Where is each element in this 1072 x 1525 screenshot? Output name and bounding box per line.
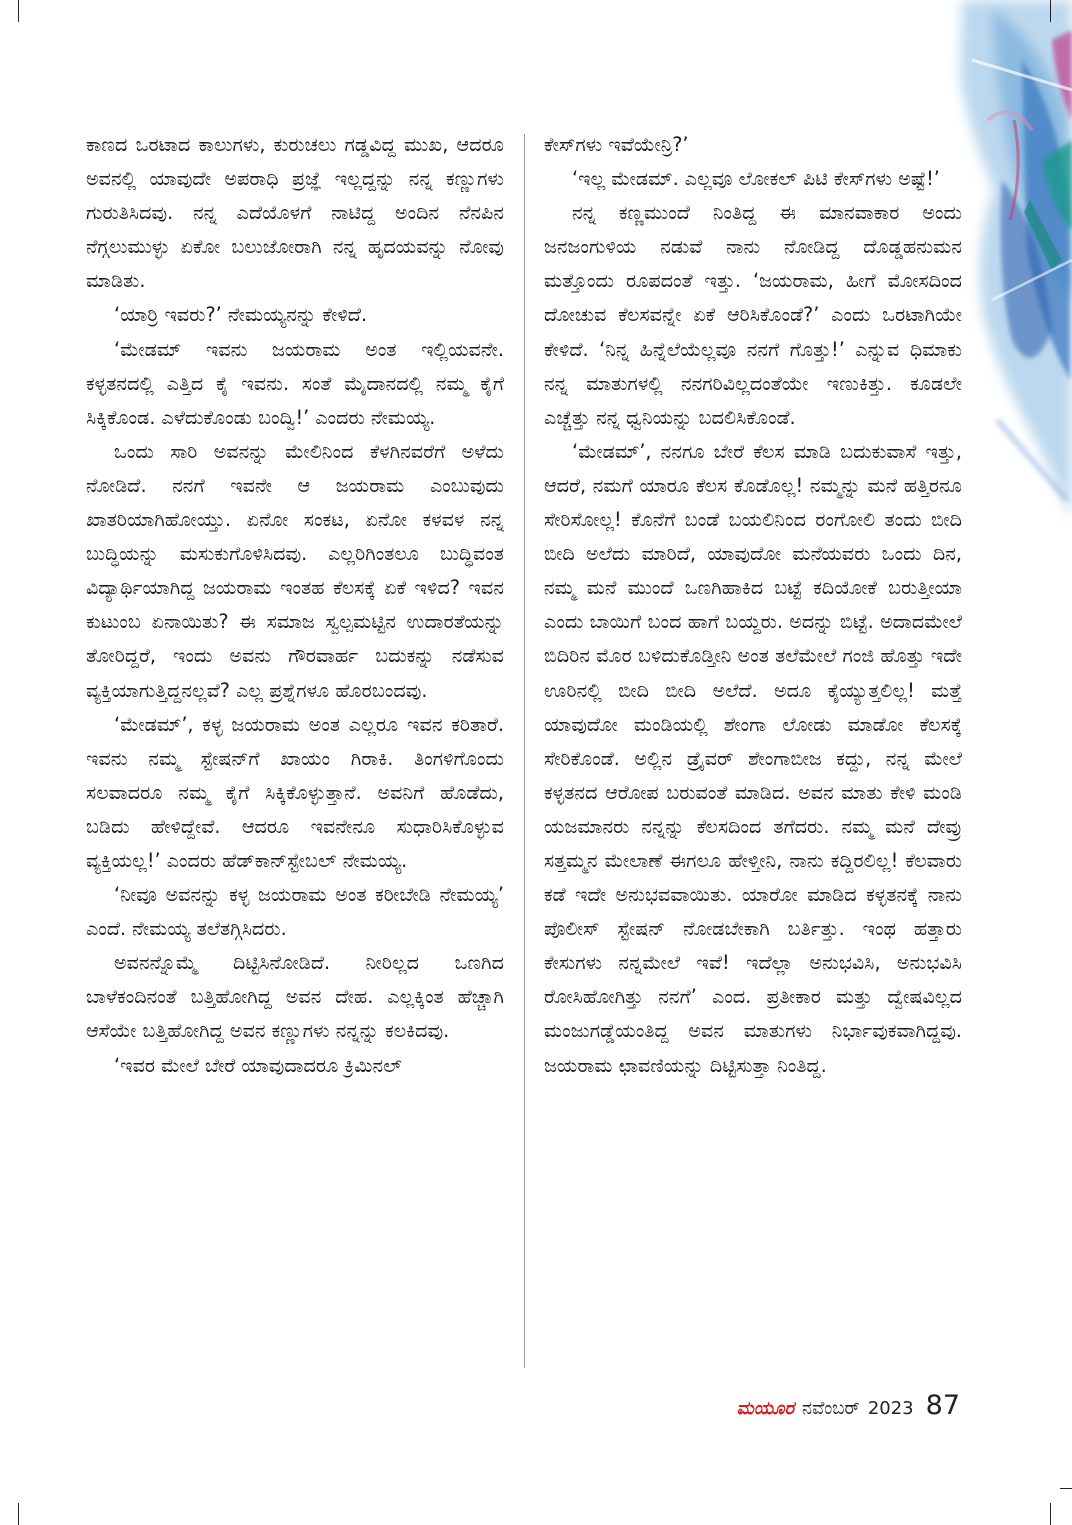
- paragraph: ಅವನನ್ನೊಮ್ಮೆ ದಿಟ್ಟಿಸಿನೋಡಿದೆ. ನೀರಿಲ್ಲದ ಒಣಗಿದ ಬಾಳೆಕಂದಿನಂತೆ ಬತ್ತಿಹೋಗಿದ್ದ ಅವನ ದೇಹ. ಎಲ್ಲಕ್ಕಿಂತ ಹೆಚ್ಚಾಗಿ ಆಸೆಯೇ ಬತ್ತಿಹೋಗಿದ್ದ ಅವನ ಕಣ್ಣುಗಳು ನನ್ನನ್ನು ಕಲಕಿದವು.: [86, 951, 504, 1043]
- paragraph: ಕೇಸ್‌ಗಳು ಇವೆಯೇನ್ರಿ?’: [544, 133, 689, 156]
- crop-mark-bottom-right: [1050, 1503, 1051, 1525]
- page-footer: [737, 1390, 960, 1430]
- paragraph: ‘ನೀವೂ ಅವನನ್ನು ಕಳ್ಳ ಜಯರಾಮ ಅಂತ ಕರೀಬೇಡಿ ನೇಮಯ್ಯ’ ಎಂದೆ. ನೇಮಯ್ಯ ತಲೆತಗ್ಗಿಸಿದರು.: [86, 883, 504, 941]
- crop-mark-right-edge: [1060, 1488, 1072, 1489]
- crop-mark-bottom-left: [18, 1503, 19, 1525]
- crop-mark-top-right: [1050, 0, 1051, 22]
- paragraph: ‘ಇಲ್ಲ ಮೇಡಮ್. ಎಲ್ಲವೂ ಲೋಕಲ್ ಪಿಟಿ ಕೇಸ್‌ಗಳು ಅಷ್ಟೆ!’: [572, 167, 940, 191]
- magazine-brand: ಮಯೂರ: [736, 1398, 795, 1419]
- paragraph: ನನ್ನ ಕಣ್ಣಮುಂದೆ ನಿಂತಿದ್ದ ಈ ಮಾನವಾಕಾರ ಅಂದು ಜನಜಂಗುಳಿಯ ನಡುವೆ ನಾನು ನೋಡಿದ್ದ ದೊಡ್ಡಹನುಮನ ಮತ್ತೊಂದು ರೂಪದಂತೆ ಇತ್ತು. ‘ಜಯರಾಮ, ಹೀಗೆ ಮೋಸದಿಂದ ದೋಚುವ ಕೆಲಸವನ್ನೇ ಏಕೆ ಆರಿಸಿಕೊಂಡೆ?’ ಎಂದು ಒರಟಾಗಿಯೇ ಕೇಳಿದೆ. ‘ನಿನ್ನ ಹಿನ್ನೆಲೆಯೆಲ್ಲವೂ ನನಗೆ ಗೊತ್ತು!’ ಎನ್ನುವ ಧಿಮಾಕು ನನ್ನ ಮಾತುಗಳಲ್ಲಿ ನನಗರಿವಿಲ್ಲದಂತೆಯೇ ಇಣುಕಿತ್ತು. ಕೂಡಲೇ ಎಚ್ಚೆತ್ತು ನನ್ನ ಧ್ವನಿಯನ್ನು ಬದಲಿಸಿಕೊಂಡೆ.: [544, 201, 962, 429]
- paragraph: ‘ಮೇಡಮ್ ಇವನು ಜಯರಾಮ ಅಂತ ಇಲ್ಲಿಯವನೇ. ಕಳ್ಳತನದಲ್ಲಿ ಎತ್ತಿದ ಕೈ ಇವನು. ಸಂತೆ ಮೈದಾನದಲ್ಲಿ ನಮ್ಮ ಕೈಗೆ ಸಿಕ್ಕಿಕೊಂಡ. ಎಳೆದುಕೊಂಡು ಬಂದ್ವಿ!’ ಎಂದರು ನೇಮಯ್ಯ.: [86, 337, 504, 429]
- issue-month: ನವೆಂಬರ್: [802, 1398, 860, 1419]
- paragraph: ‘ಮೇಡಮ್’, ನನಗೂ ಬೇರೆ ಕೆಲಸ ಮಾಡಿ ಬದುಕುವಾಸೆ ಇತ್ತು, ಆದರೆ, ನಮಗೆ ಯಾರೂ ಕೆಲಸ ಕೊಡೊಲ್ಲ! ನಮ್ಮನ್ನು ಮನೆ ಹತ್ತಿರನೂ ಸೇರಿಸೋಲ್ಲ! ಕೊನೆಗೆ ಬಂಡೆ ಬಯಲಿನಿಂದ ರಂಗೋಲಿ ತಂದು ಬೀದಿ ಬೀದಿ ಅಲೆದು ಮಾರಿದೆ, ಯಾವುದೋ ಮನೆಯವರು ಒಂದು ದಿನ, ನಮ್ಮ ಮನೆ ಮುಂದೆ ಒಣಗಿಹಾಕಿದ ಬಟ್ಟೆ ಕದಿಯೋಕೆ ಬರುತ್ತೀಯಾ ಎಂದು ಬಾಯಿಗೆ ಬಂದ ಹಾಗೆ ಬಯ್ದರು. ಅದನ್ನು ಬಿಟ್ಟೆ. ಅದಾದಮೇಲೆ ಬಿದಿರಿನ ಮೊರ ಬಳಿದುಕೊಡ್ತೀನಿ ಅಂತ ತಲೆಮೇಲೆ ಗಂಜಿ ಹೊತ್ತು ಇದೇ ಊರಿನಲ್ಲಿ ಬೀದಿ ಬೀದಿ ಅಲೆದೆ. ಅದೂ ಕೈಯ್ಯುತ್ತಲಿಲ್ಲ! ಮತ್ತೆ ಯಾವುದೋ ಮಂಡಿಯಲ್ಲಿ ಶೇಂಗಾ ಲೋಡು ಮಾಡೋ ಕೆಲಸಕ್ಕೆ ಸೇರಿಕೊಂಡೆ. ಅಲ್ಲಿನ ಡ್ರೈವರ್ ಶೇಂಗಾಬೀಜ ಕದ್ದು, ನನ್ನ ಮೇಲೆ ಕಳ್ಳತನದ ಆರೋಪ ಬರುವಂತೆ ಮಾಡಿದ. ಅವನ ಮಾತು ಕೇಳಿ ಮಂಡಿ ಯಜಮಾನರು ನನ್ನನ್ನು ಕೆಲಸದಿಂದ ತಗೆದರು. ನಮ್ಮ ಮನೆ ದೇವ್ರು ಸತ್ತಮ್ಮನ ಮೇಲಾಣೆ ಈಗಲೂ ಹೇಳ್ತೀನಿ, ನಾನು ಕದ್ದಿರಲಿಲ್ಲ! ಕೆಲವಾರು ಕಡೆ ಇದೇ ಅನುಭವವಾಯಿತು. ಯಾರೋ ಮಾಡಿದ ಕಳ್ಳತನಕ್ಕೆ ನಾನು ಪೊಲೀಸ್ ಸ್ಟೇಷನ್ ನೋಡಬೇಕಾಗಿ ಬರ್ತಿತ್ತು. ಇಂಥ ಹತ್ತಾರು ಕೇಸುಗಳು ನನ್ನಮೇಲೆ ಇವೆ! ಇದೆಲ್ಲಾ ಅನುಭವಿಸಿ, ಅನುಭವಿಸಿ ರೋಸಿಹೋಗಿತ್ತು ನನಗೆ’ ಎಂದ. ಪ್ರತೀಕಾರ ಮತ್ತು ದ್ವೇಷವಿಲ್ಲದ ಮಂಜುಗಡ್ಡೆಯಂತಿದ್ದ ಅವನ ಮಾತುಗಳು ನಿರ್ಭಾವುಕವಾಗಿದ್ದವು. ಜಯರಾಮ ಛಾವಣಿಯನ್ನು ದಿಟ್ಟಿಸುತ್ತಾ ನಿಂತಿದ್ದ.: [544, 439, 962, 1077]
- paragraph: ‘ಇವರ ಮೇಲೆ ಬೇರೆ ಯಾವುದಾದರೂ ಕ್ರಿಮಿನಲ್: [114, 1053, 402, 1077]
- paragraph: ‘ಮೇಡಮ್’, ಕಳ್ಳ ಜಯರಾಮ ಅಂತ ಎಲ್ಲರೂ ಇವನ ಕರಿತಾರೆ. ಇವನು ನಮ್ಮ ಸ್ಟೇಷನ್‌ಗೆ ಖಾಯಂ ಗಿರಾಕಿ. ತಿಂಗಳಿಗೊಂದು ಸಲವಾದರೂ ನಮ್ಮ ಕೈಗೆ ಸಿಕ್ಕಿಕೊಳ್ಳುತ್ತಾನೆ. ಅವನಿಗೆ ಹೊಡೆದು, ಬಡಿದು ಹೇಳಿದ್ದೇವೆ. ಆದರೂ ಇವನೇನೂ ಸುಧಾರಿಸಿಕೊಳ್ಳುವ ವ್ಯಕ್ತಿಯಲ್ಲ!’ ಎಂದರು ಹೆಡ್‌ಕಾನ್‌ಸ್ಟೇಬಲ್ ನೇಮಯ್ಯ.: [86, 712, 504, 872]
- text-column-right: [544, 128, 962, 1388]
- column-divider: [524, 134, 525, 1368]
- issue-year: 2023: [867, 1398, 914, 1419]
- article-body: [86, 128, 962, 1388]
- paragraph: ‘ಯಾರ್ರಿ ಇವರು?’ ನೇಮಯ್ಯನನ್ನು ಕೇಳಿದೆ.: [114, 303, 368, 327]
- crop-mark-top-left: [18, 0, 19, 22]
- page-number: 87: [925, 1390, 960, 1421]
- paragraph: ಕಾಣದ ಒರಟಾದ ಕಾಲುಗಳು, ಕುರುಚಲು ಗಡ್ಡವಿದ್ದ ಮುಖ, ಆದರೂ ಅವನಲ್ಲಿ ಯಾವುದೇ ಅಪರಾಧಿ ಪ್ರಜ್ಞೆ ಇಲ್ಲದ್ದನ್ನು ನನ್ನ ಕಣ್ಣುಗಳು ಗುರುತಿಸಿದವು. ನನ್ನ ಎದೆಯೊಳಗೆ ನಾಟಿದ್ದ ಅಂದಿನ ನೆನಪಿನ ನೆಗ್ಗಲುಮುಳ್ಳು ಏಕೋ ಬಲುಜೋರಾಗಿ ನನ್ನ ಹೃದಯವನ್ನು ನೋವು ಮಾಡಿತು.: [86, 133, 504, 293]
- text-column-left: [86, 128, 504, 1388]
- paragraph: ಒಂದು ಸಾರಿ ಅವನನ್ನು ಮೇಲಿನಿಂದ ಕೆಳಗಿನವರೆಗೆ ಅಳೆದು ನೋಡಿದೆ. ನನಗೆ ಇವನೇ ಆ ಜಯರಾಮ ಎಂಬುವುದು ಖಾತರಿಯಾಗಿಹೋಯ್ತು. ಏನೋ ಸಂಕಟ, ಏನೋ ಕಳವಳ ನನ್ನ ಬುದ್ಧಿಯನ್ನು ಮಸುಕುಗೊಳಿಸಿದವು. ಎಲ್ಲರಿಗಿಂತಲೂ ಬುದ್ಧಿವಂತ ವಿದ್ಯಾರ್ಥಿಯಾಗಿದ್ದ ಜಯರಾಮ ಇಂತಹ ಕೆಲಸಕ್ಕೆ ಏಕೆ ಇಳಿದ? ಇವನ ಕುಟುಂಬ ಏನಾಯಿತು? ಈ ಸಮಾಜ ಸ್ವಲ್ಪಮಟ್ಟಿನ ಉದಾರತೆಯನ್ನು ತೋರಿದ್ದರೆ, ಇಂದು ಅವನು ಗೌರವಾರ್ಹ ಬದುಕನ್ನು ನಡೆಸುವ ವ್ಯಕ್ತಿಯಾಗುತ್ತಿದ್ದನಲ್ಲವೆ? ಎಲ್ಲ ಪ್ರಶ್ನೆಗಳೂ ಹೊರಬಂದವು.: [86, 439, 504, 702]
